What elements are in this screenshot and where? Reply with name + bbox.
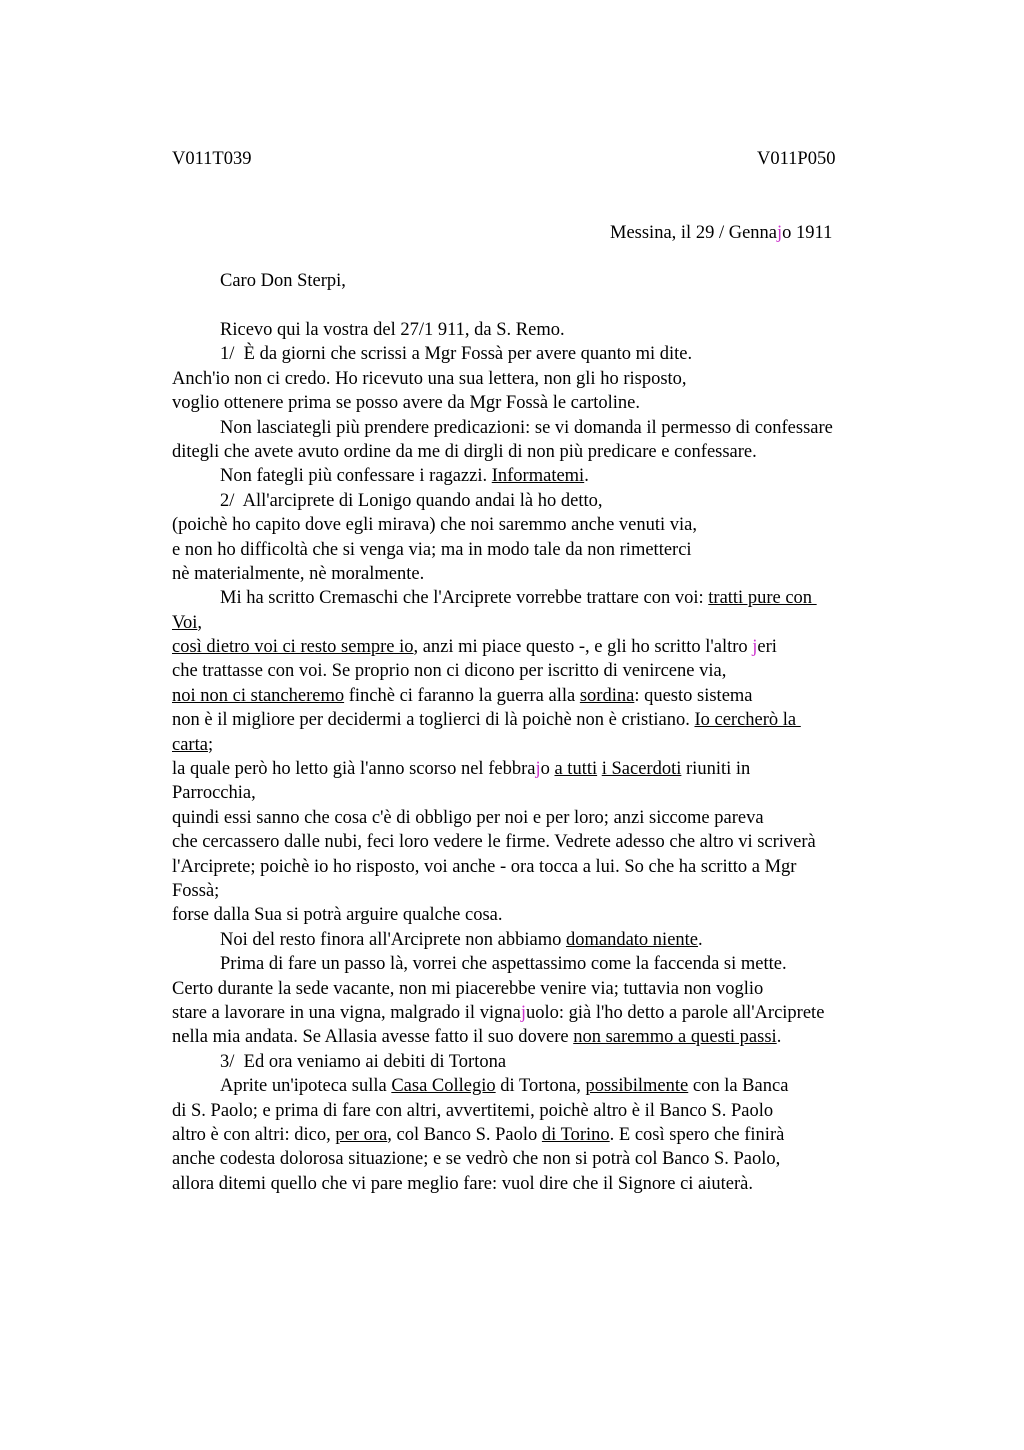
underlined-text: Io cercherò la: [694, 710, 801, 731]
underlined-text: Informatemi: [491, 466, 585, 487]
text-segment: che cercassero dalle nubi, feci loro vedere le firme. Vedrete adesso che altro vi scriverà: [172, 832, 816, 853]
letter-line: [172, 1147, 932, 1171]
underlined-text: sordina: [579, 685, 635, 706]
salutation: Caro Don Sterpi,: [220, 271, 346, 291]
text-segment: non è il migliore per decidermi a toglierci di là poichè non è cristiano.: [172, 710, 695, 731]
text-segment: di S. Paolo; e prima di fare con altri, avvertitemi, poichè altro è il Banco S. Paolo: [172, 1100, 774, 1121]
letter-line: [172, 416, 932, 440]
text-segment: (poichè ho capito dove egli mirava) che noi saremmo anche venuti via,: [172, 515, 698, 536]
letter-line: [172, 318, 932, 342]
document-code-left: V011T039: [172, 149, 252, 169]
editorial-mark: j: [752, 637, 758, 658]
letter-line: [172, 806, 932, 830]
text-segment: Fossà;: [172, 880, 220, 901]
letter-line: [172, 391, 932, 415]
text-segment: , anzi mi piace questo -, e gli ho scritto l'altro: [413, 637, 753, 658]
text-segment: allora ditemi quello che vi pare meglio fare: vuol dire che il Signore ci aiuterà.: [172, 1173, 753, 1194]
text-segment: altro è con altri: dico,: [172, 1124, 336, 1145]
text-segment: anche codesta dolorosa situazione; e se vedrò che non si potrà col Banco S. Paolo,: [172, 1149, 781, 1170]
letter-line: [172, 1074, 932, 1098]
text-segment: Aprite un'ipoteca sulla: [220, 1076, 392, 1097]
text-segment: Non lasciategli più prendere predicazioni: se vi domanda il permesso di confessare: [220, 417, 833, 438]
dateline-suffix: o 1911: [782, 223, 833, 243]
underlined-text: Casa Collegio: [391, 1076, 496, 1097]
text-segment: , col Banco S. Paolo: [387, 1124, 542, 1145]
text-segment: ;: [207, 734, 214, 755]
text-segment: Mi ha scritto Cremaschi che l'Arciprete vorrebbe trattare con voi:: [220, 588, 709, 609]
letter-line: [172, 1099, 932, 1123]
underlined-text: carta: [172, 734, 208, 755]
letter-line: [172, 903, 932, 927]
letter-line: [172, 1025, 932, 1049]
text-segment: ,: [197, 612, 202, 633]
text-segment: quindi essi sanno che cosa c'è di obbligo per noi e per loro; anzi siccome pareva: [172, 807, 764, 828]
text-segment: Noi del resto finora all'Arciprete non abbiamo: [220, 929, 566, 950]
underlined-text: tratti pure con: [708, 588, 817, 609]
underlined-text: di Torino: [541, 1124, 610, 1145]
text-segment: nella mia andata. Se Allasia avesse fatto il suo dovere: [172, 1027, 574, 1048]
underlined-text: per ora: [335, 1124, 388, 1145]
text-segment: riuniti in: [681, 759, 751, 780]
letter-line: [172, 611, 932, 635]
letter-line: [172, 586, 932, 610]
text-segment: stare a lavorare in una vigna, malgrado il vigna: [172, 1002, 521, 1023]
letter-line: [172, 367, 932, 391]
text-segment: Parrocchia,: [172, 783, 256, 804]
text-segment: o: [540, 759, 555, 780]
letter-line: [172, 440, 932, 464]
letter-line: [172, 977, 932, 1001]
letter-line: [172, 757, 932, 781]
text-segment: .: [698, 929, 703, 950]
text-segment: .: [584, 466, 589, 487]
underlined-text: possibilmente: [585, 1076, 689, 1097]
letter-line: [172, 830, 932, 854]
underlined-text: non saremmo a questi passi: [573, 1027, 777, 1048]
letter-line: [172, 952, 932, 976]
text-segment: e non ho difficoltà che si venga via; ma in modo tale da non rimetterci: [172, 539, 692, 560]
underlined-text: noi non ci stancheremo: [172, 685, 345, 706]
text-segment: l'Arciprete; poichè io ho risposto, voi anche - ora tocca a lui. So che ha scritto a Mgr: [172, 856, 797, 877]
letter-line: [172, 928, 932, 952]
text-segment: ditegli che avete avuto ordine da me di dirgli di non più predicare e confessare.: [172, 441, 757, 462]
letter-line: [172, 562, 932, 586]
editorial-mark: j: [535, 759, 541, 780]
text-segment: .: [776, 1027, 782, 1048]
text-segment: 2/ All'arciprete di Lonigo quando andai là ho detto,: [220, 490, 603, 511]
letter-line: [172, 1123, 932, 1147]
text-segment: la quale però ho letto già l'anno scorso nel febbra: [172, 759, 536, 780]
letter-line: [172, 538, 932, 562]
text-segment: Anch'io non ci credo. Ho ricevuto una sua lettera, non gli ho risposto,: [172, 368, 687, 389]
text-segment: eri: [757, 637, 777, 658]
text-segment: con la Banca: [688, 1076, 789, 1097]
dateline: [610, 221, 832, 245]
text-segment: forse dalla Sua si potrà arguire qualche cosa.: [172, 905, 503, 926]
letter-line: [172, 489, 932, 513]
letter-line: [172, 1001, 932, 1025]
text-segment: : questo sistema: [634, 685, 753, 706]
text-segment: che trattasse con voi. Se proprio non ci dicono per iscritto di venircene via,: [172, 661, 727, 682]
letter-body: [172, 318, 932, 1196]
underlined-text: a tutti: [554, 759, 598, 780]
letter-line: [172, 733, 932, 757]
letter-line: [172, 855, 932, 879]
letter-line: [172, 513, 932, 537]
letter-line: [172, 635, 932, 659]
text-segment: 1/ È da giorni che scrissi a Mgr Fossà per avere quanto mi dite.: [220, 344, 693, 365]
letter-line: [172, 342, 932, 366]
editorial-mark: j: [520, 1002, 526, 1023]
dateline-editorial-mark: j: [777, 223, 783, 243]
text-segment: voglio ottenere prima se posso avere da Mgr Fossà le cartoline.: [172, 393, 641, 414]
text-segment: finchè ci faranno la guerra alla: [344, 685, 580, 706]
text-segment: di Tortona,: [495, 1076, 586, 1097]
underlined-text: domandato niente: [565, 929, 699, 950]
dateline-prefix: Messina, il 29 / Genna: [610, 223, 777, 243]
letter-line: [172, 464, 932, 488]
text-segment: Certo durante la sede vacante, non mi piacerebbe venire via; tuttavia non voglio: [172, 978, 764, 999]
text-segment: 3/ Ed ora veniamo ai debiti di Tortona: [220, 1051, 507, 1072]
letter-line: [172, 1050, 932, 1074]
letter-line: [172, 879, 932, 903]
letter-line: [172, 781, 932, 805]
text-segment: nè materialmente, nè moralmente.: [172, 563, 425, 584]
letter-line: [172, 1172, 932, 1196]
text-segment: Ricevo qui la vostra del 27/1 911, da S. Remo.: [220, 320, 565, 340]
letter-line: [172, 659, 932, 683]
underlined-text: così dietro voi ci resto sempre io: [172, 637, 414, 658]
letter-line: [172, 684, 932, 708]
text-segment: . E così spero che finirà: [609, 1124, 785, 1145]
underlined-text: Voi: [172, 612, 198, 633]
text-segment: Prima di fare un passo là, vorrei che aspettassimo come la faccenda si mette.: [220, 954, 787, 975]
underlined-text: i Sacerdoti: [601, 759, 682, 780]
letter-line: [172, 708, 932, 732]
text-segment: Non fategli più confessare i ragazzi.: [220, 466, 492, 487]
document-code-right: V011P050: [757, 149, 836, 169]
text-segment: uolo: già l'ho detto a parole all'Arciprete: [525, 1002, 825, 1023]
